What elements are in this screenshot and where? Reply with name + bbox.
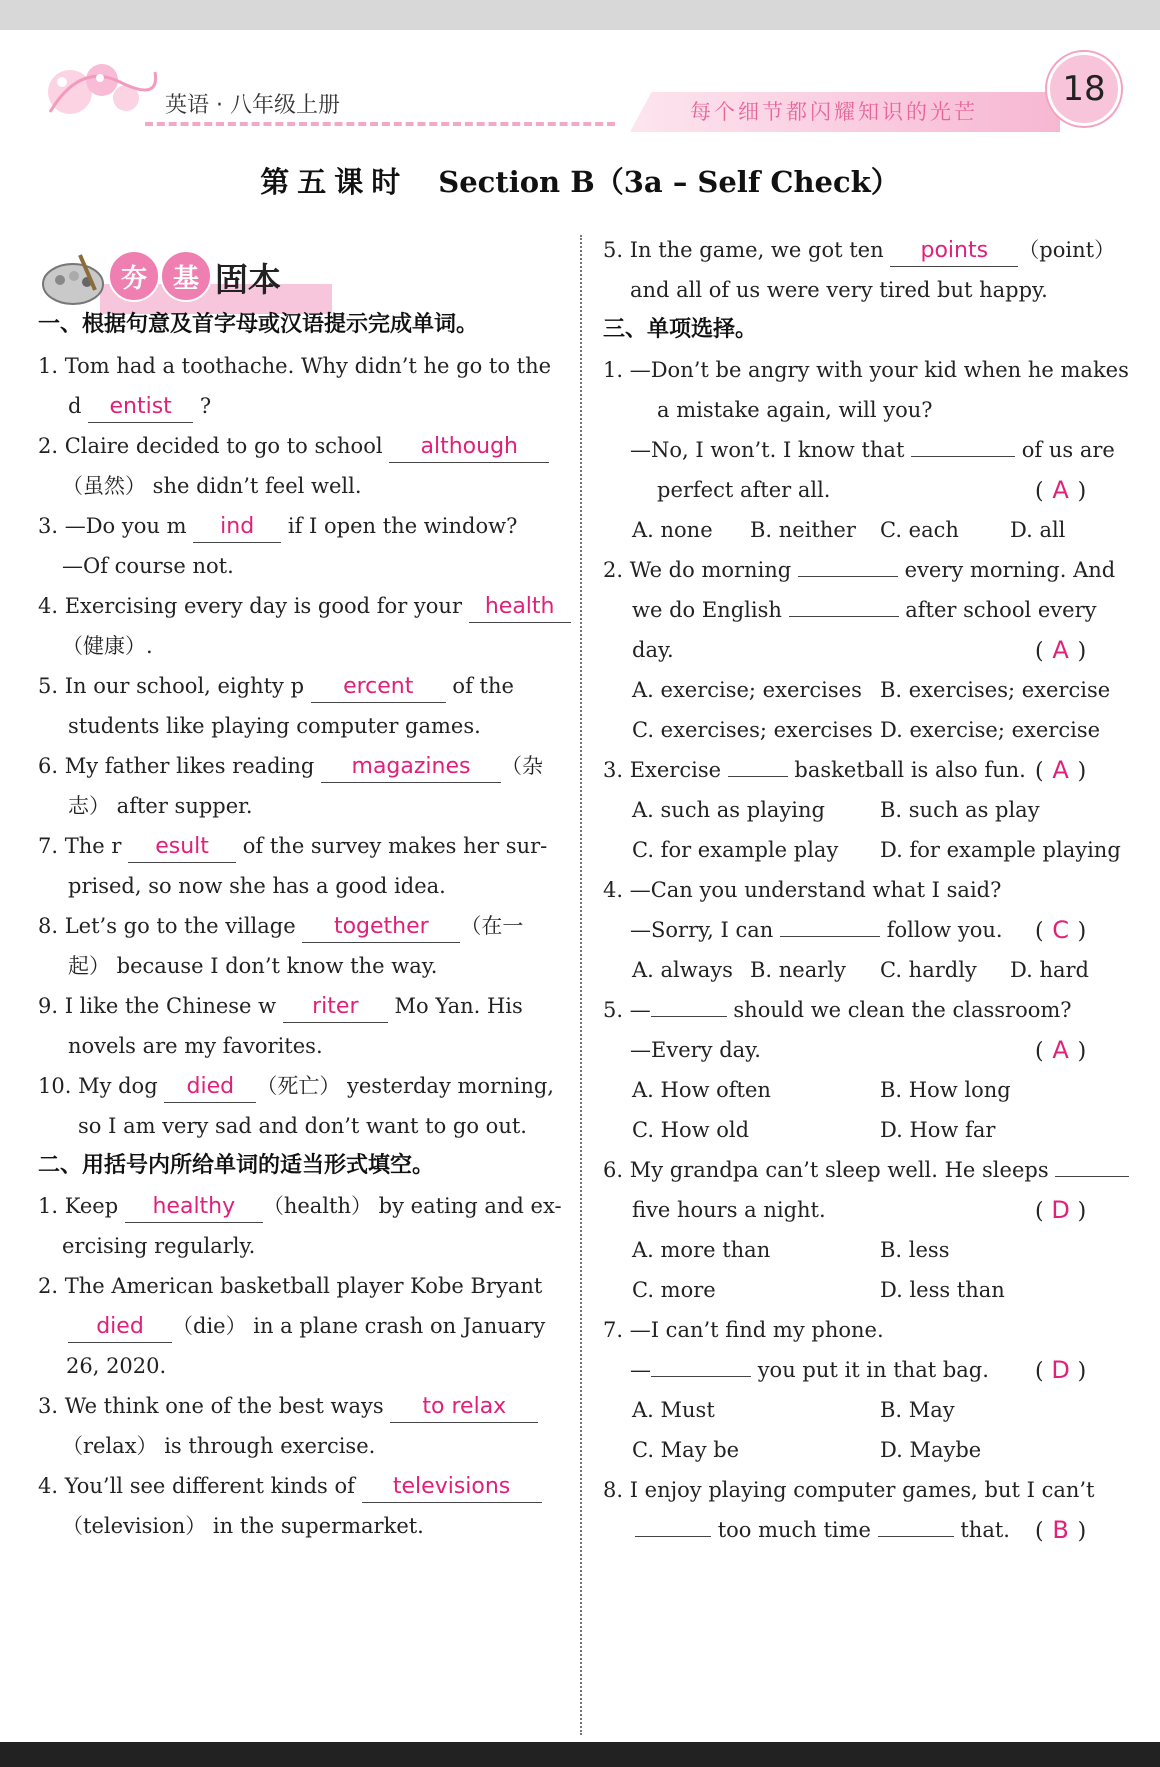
s1-q3-line1 xyxy=(38,506,517,546)
blank-line xyxy=(1055,1150,1129,1177)
mc-q2-opt-c: C. exercises; exercises xyxy=(632,718,873,742)
page-number-badge: 18 xyxy=(1047,52,1121,126)
mc-q4-answer: ( C ) xyxy=(1035,910,1086,950)
q-text: 10. My dog xyxy=(38,1074,158,1098)
answer-letter: D xyxy=(1051,1196,1070,1224)
q-text: should we clean the classroom? xyxy=(733,998,1072,1022)
mc-q5-opt-a: A. How often xyxy=(632,1078,771,1102)
q-text: （die） in a plane crash on January xyxy=(172,1314,546,1338)
s1-q9-line2: novels are my favorites. xyxy=(68,1034,323,1058)
q-text: follow you. xyxy=(886,918,1003,942)
mc-q7-opt-d: D. Maybe xyxy=(880,1438,982,1462)
q-text: 1. Keep xyxy=(38,1194,119,1218)
mc-q3-opt-d: D. for example playing xyxy=(880,838,1121,862)
q-text: of the survey makes her sur- xyxy=(242,834,548,858)
section3-title: 三、单项选择。 xyxy=(603,317,758,342)
mc-q5-opt-c: C. How old xyxy=(632,1118,750,1142)
mc-q4-line2 xyxy=(630,910,1003,950)
blank-line xyxy=(651,1350,751,1377)
answer-blank: health xyxy=(469,592,571,623)
q-text: d xyxy=(68,394,82,418)
s1-q5r-line1 xyxy=(603,230,1115,270)
answer-blank: riter xyxy=(283,992,388,1023)
s1-q10-line1 xyxy=(38,1066,554,1106)
mc-q2-opt-d: D. exercise; exercise xyxy=(880,718,1101,742)
answer-letter: A xyxy=(1052,636,1069,664)
s1-q7-line1 xyxy=(38,826,547,866)
blank-line xyxy=(651,990,727,1017)
banner-char-2: 基 xyxy=(160,250,212,302)
q-text: Mo Yan. His xyxy=(394,994,523,1018)
mc-q3-opt-b: B. such as play xyxy=(880,798,1040,822)
mc-q1-line3 xyxy=(630,430,1115,470)
mc-q5-line2: —Every day. xyxy=(630,1038,761,1062)
s2-q2-line2 xyxy=(68,1306,545,1346)
answer-blank: to relax xyxy=(390,1392,538,1423)
mc-q7-opt-b: B. May xyxy=(880,1398,955,1422)
mc-q6-opt-c: C. more xyxy=(632,1278,716,1302)
banner-char-1: 夯 xyxy=(108,250,160,302)
section2-title: 二、用括号内所给单词的适当形式填空。 xyxy=(38,1153,435,1178)
mc-q1-opt-c: C. each xyxy=(880,518,959,542)
q-text: 6. My father likes reading xyxy=(38,754,315,778)
blank-line xyxy=(635,1510,711,1537)
mc-q7-answer: ( D ) xyxy=(1035,1350,1086,1390)
q-text: （死亡） yesterday morning, xyxy=(256,1074,554,1098)
mc-q6-answer: ( D ) xyxy=(1035,1190,1086,1230)
s1-q3-line2: —Of course not. xyxy=(62,554,234,578)
floral-flourish-icon xyxy=(40,52,160,132)
answer-blank: healthy xyxy=(125,1192,263,1223)
q-text: 3. —Do you m xyxy=(38,514,187,538)
q-text: after school every xyxy=(905,598,1097,622)
q-text: （杂 xyxy=(501,754,543,778)
q-text: —No, I won’t. I know that xyxy=(630,438,905,462)
q-text: 3. Exercise xyxy=(603,758,722,782)
s2-q4-line2: （television） in the supermarket. xyxy=(62,1514,424,1538)
blank-line xyxy=(878,1510,954,1537)
mc-q1-opt-d: D. all xyxy=(1010,518,1066,542)
mc-q8-line1: 8. I enjoy playing computer games, but I can’t xyxy=(603,1478,1095,1502)
bottom-frame-bar xyxy=(0,1742,1160,1767)
s1-q10-line2: so I am very sad and don’t want to go out. xyxy=(78,1114,527,1138)
q-text: （在一 xyxy=(460,914,524,938)
q-text: of the xyxy=(452,674,514,698)
top-frame-bar xyxy=(0,0,1160,30)
s2-q2-line1: 2. The American basketball player Kobe Bryant xyxy=(38,1274,543,1298)
s1-q1-line1: 1. Tom had a toothache. Why didn’t he go to the xyxy=(38,354,552,378)
q-text: （health） by eating and ex- xyxy=(262,1194,562,1218)
header-dash-divider xyxy=(145,122,615,126)
s1-q4-line1 xyxy=(38,586,571,626)
q-text: — xyxy=(630,1358,651,1382)
q-text: 4. You’ll see different kinds of xyxy=(38,1474,355,1498)
lesson-cn-title: 第五课时 xyxy=(260,165,409,199)
worksheet-page xyxy=(0,30,1160,1742)
mc-q4-opt-c: C. hardly xyxy=(880,958,977,982)
q-text: （point） xyxy=(1018,238,1116,262)
mc-q4-opt-b: B. nearly xyxy=(750,958,846,982)
s1-q8-line1 xyxy=(38,906,523,946)
mc-q3-line1 xyxy=(603,750,1026,790)
mc-q7-line2 xyxy=(630,1350,989,1390)
mc-q2-opt-a: A. exercise; exercises xyxy=(632,678,862,702)
mc-q8-answer: ( B ) xyxy=(1035,1510,1086,1550)
mc-q7-line1: 7. —I can’t find my phone. xyxy=(603,1318,884,1342)
mc-q2-opt-b: B. exercises; exercise xyxy=(880,678,1111,702)
q-text: 5. In our school, eighty p xyxy=(38,674,305,698)
q-text: 5. — xyxy=(603,998,651,1022)
answer-blank: points xyxy=(890,236,1018,267)
mc-q7-opt-c: C. May be xyxy=(632,1438,740,1462)
q-text: every morning. And xyxy=(904,558,1116,582)
slogan-text: 每个细节都闪耀知识的光芒 xyxy=(690,100,978,124)
q-text: 3. We think one of the best ways xyxy=(38,1394,384,1418)
mc-q6-opt-b: B. less xyxy=(880,1238,950,1262)
mc-q2-line1 xyxy=(603,550,1115,590)
mc-q6-line1 xyxy=(603,1150,1129,1190)
s2-q4-line1 xyxy=(38,1466,542,1506)
page-header xyxy=(0,30,1160,140)
q-text: 7. The r xyxy=(38,834,122,858)
s2-q2-line3: 26, 2020. xyxy=(66,1354,167,1378)
mc-q1-line1: 1. —Don’t be angry with your kid when he makes xyxy=(603,358,1129,382)
q-text: too much time xyxy=(717,1518,871,1542)
answer-blank: magazines xyxy=(321,752,501,783)
answer-letter: A xyxy=(1052,1036,1069,1064)
q-text: 6. My grandpa can’t sleep well. He sleeps xyxy=(603,1158,1049,1182)
answer-letter: B xyxy=(1052,1516,1069,1544)
mc-q5-answer: ( A ) xyxy=(1035,1030,1086,1070)
blank-line xyxy=(911,430,1015,457)
mc-q5-opt-d: D. How far xyxy=(880,1118,996,1142)
blank-line xyxy=(789,590,899,617)
answer-blank: died xyxy=(164,1072,256,1103)
s1-q2-line2: （虽然） she didn’t feel well. xyxy=(62,474,362,498)
answer-blank: televisions xyxy=(362,1472,542,1503)
answer-blank: esult xyxy=(128,832,236,863)
q-text: ? xyxy=(199,394,212,418)
q-text: of us are xyxy=(1021,438,1115,462)
answer-letter: A xyxy=(1052,476,1069,504)
q-text: if I open the window? xyxy=(287,514,518,538)
q-text: 4. Exercising every day is good for your xyxy=(38,594,462,618)
mc-q3-opt-c: C. for example play xyxy=(632,838,839,862)
mc-q2-line2 xyxy=(632,590,1097,630)
q-text: basketball is also fun. xyxy=(794,758,1026,782)
answer-blank: ercent xyxy=(311,672,446,703)
mc-q4-line1: 4. —Can you understand what I said? xyxy=(603,878,1002,902)
blank-line xyxy=(728,750,788,777)
palette-icon xyxy=(40,250,106,306)
q-text: 2. We do morning xyxy=(603,558,792,582)
mc-q5-line1 xyxy=(603,990,1072,1030)
q-text: you put it in that bag. xyxy=(757,1358,989,1382)
mc-q6-line2: five hours a night. xyxy=(632,1198,826,1222)
answer-blank: entist xyxy=(88,392,193,423)
mc-q8-line2 xyxy=(635,1510,1010,1550)
mc-q4-opt-d: D. hard xyxy=(1010,958,1089,982)
mc-q1-line2: a mistake again, will you? xyxy=(657,398,933,422)
q-text: —Sorry, I can xyxy=(630,918,774,942)
mc-q1-answer: ( A ) xyxy=(1035,470,1086,510)
q-text: we do English xyxy=(632,598,782,622)
mc-q4-opt-a: A. always xyxy=(632,958,733,982)
mc-q6-opt-d: D. less than xyxy=(880,1278,1005,1302)
s1-q5r-line2: and all of us were very tired but happy. xyxy=(630,278,1048,302)
s1-q5-line1 xyxy=(38,666,514,706)
q-text: 5. In the game, we got ten xyxy=(603,238,884,262)
s2-q3-line1 xyxy=(38,1386,538,1426)
book-title: 英语 · 八年级上册 xyxy=(165,93,340,118)
column-divider xyxy=(580,235,582,1735)
s1-q2-line1 xyxy=(38,426,549,466)
mc-q2-line3: day. xyxy=(632,638,674,662)
mc-q1-line4: perfect after all. xyxy=(657,478,831,502)
blank-line xyxy=(780,910,880,937)
answer-blank: died xyxy=(68,1312,172,1343)
q-text: 2. Claire decided to go to school xyxy=(38,434,383,458)
answer-blank: together xyxy=(302,912,460,943)
section1-title: 一、根据句意及首字母或汉语提示完成单词。 xyxy=(38,312,479,337)
s1-q7-line2: prised, so now she has a good idea. xyxy=(68,874,446,898)
lesson-en-title: Section B（3a – Self Check） xyxy=(438,165,900,199)
mc-q1-opt-a: A. none xyxy=(632,518,713,542)
s1-q1-line2 xyxy=(68,386,211,426)
answer-letter: D xyxy=(1051,1356,1070,1384)
s1-q9-line1 xyxy=(38,986,523,1026)
mc-q3-opt-a: A. such as playing xyxy=(632,798,825,822)
mc-q1-opt-b: B. neither xyxy=(750,518,856,542)
s1-q8-line2: 起） because I don’t know the way. xyxy=(68,954,438,978)
s1-q4-line2: （健康）. xyxy=(62,634,153,658)
mc-q3-answer: ( A ) xyxy=(1035,750,1086,790)
banner-tail-text: 固本 xyxy=(215,260,281,299)
s1-q6-line1 xyxy=(38,746,543,786)
s1-q6-line2: 志） after supper. xyxy=(68,794,253,818)
answer-letter: C xyxy=(1052,916,1069,944)
s2-q1-line1 xyxy=(38,1186,562,1226)
q-text: 8. Let’s go to the village xyxy=(38,914,296,938)
mc-q7-opt-a: A. Must xyxy=(632,1398,715,1422)
q-text: that. xyxy=(960,1518,1010,1542)
mc-q5-opt-b: B. How long xyxy=(880,1078,1011,1102)
lesson-heading xyxy=(0,160,1160,201)
answer-letter: A xyxy=(1052,756,1069,784)
s1-q5-line2: students like playing computer games. xyxy=(68,714,481,738)
s2-q1-line2: ercising regularly. xyxy=(62,1234,256,1258)
answer-blank: ind xyxy=(193,512,281,543)
mc-q2-answer: ( A ) xyxy=(1035,630,1086,670)
s2-q3-line2: （relax） is through exercise. xyxy=(62,1434,376,1458)
q-text: 9. I like the Chinese w xyxy=(38,994,277,1018)
answer-blank: although xyxy=(389,432,549,463)
mc-q6-opt-a: A. more than xyxy=(632,1238,771,1262)
blank-line xyxy=(798,550,898,577)
